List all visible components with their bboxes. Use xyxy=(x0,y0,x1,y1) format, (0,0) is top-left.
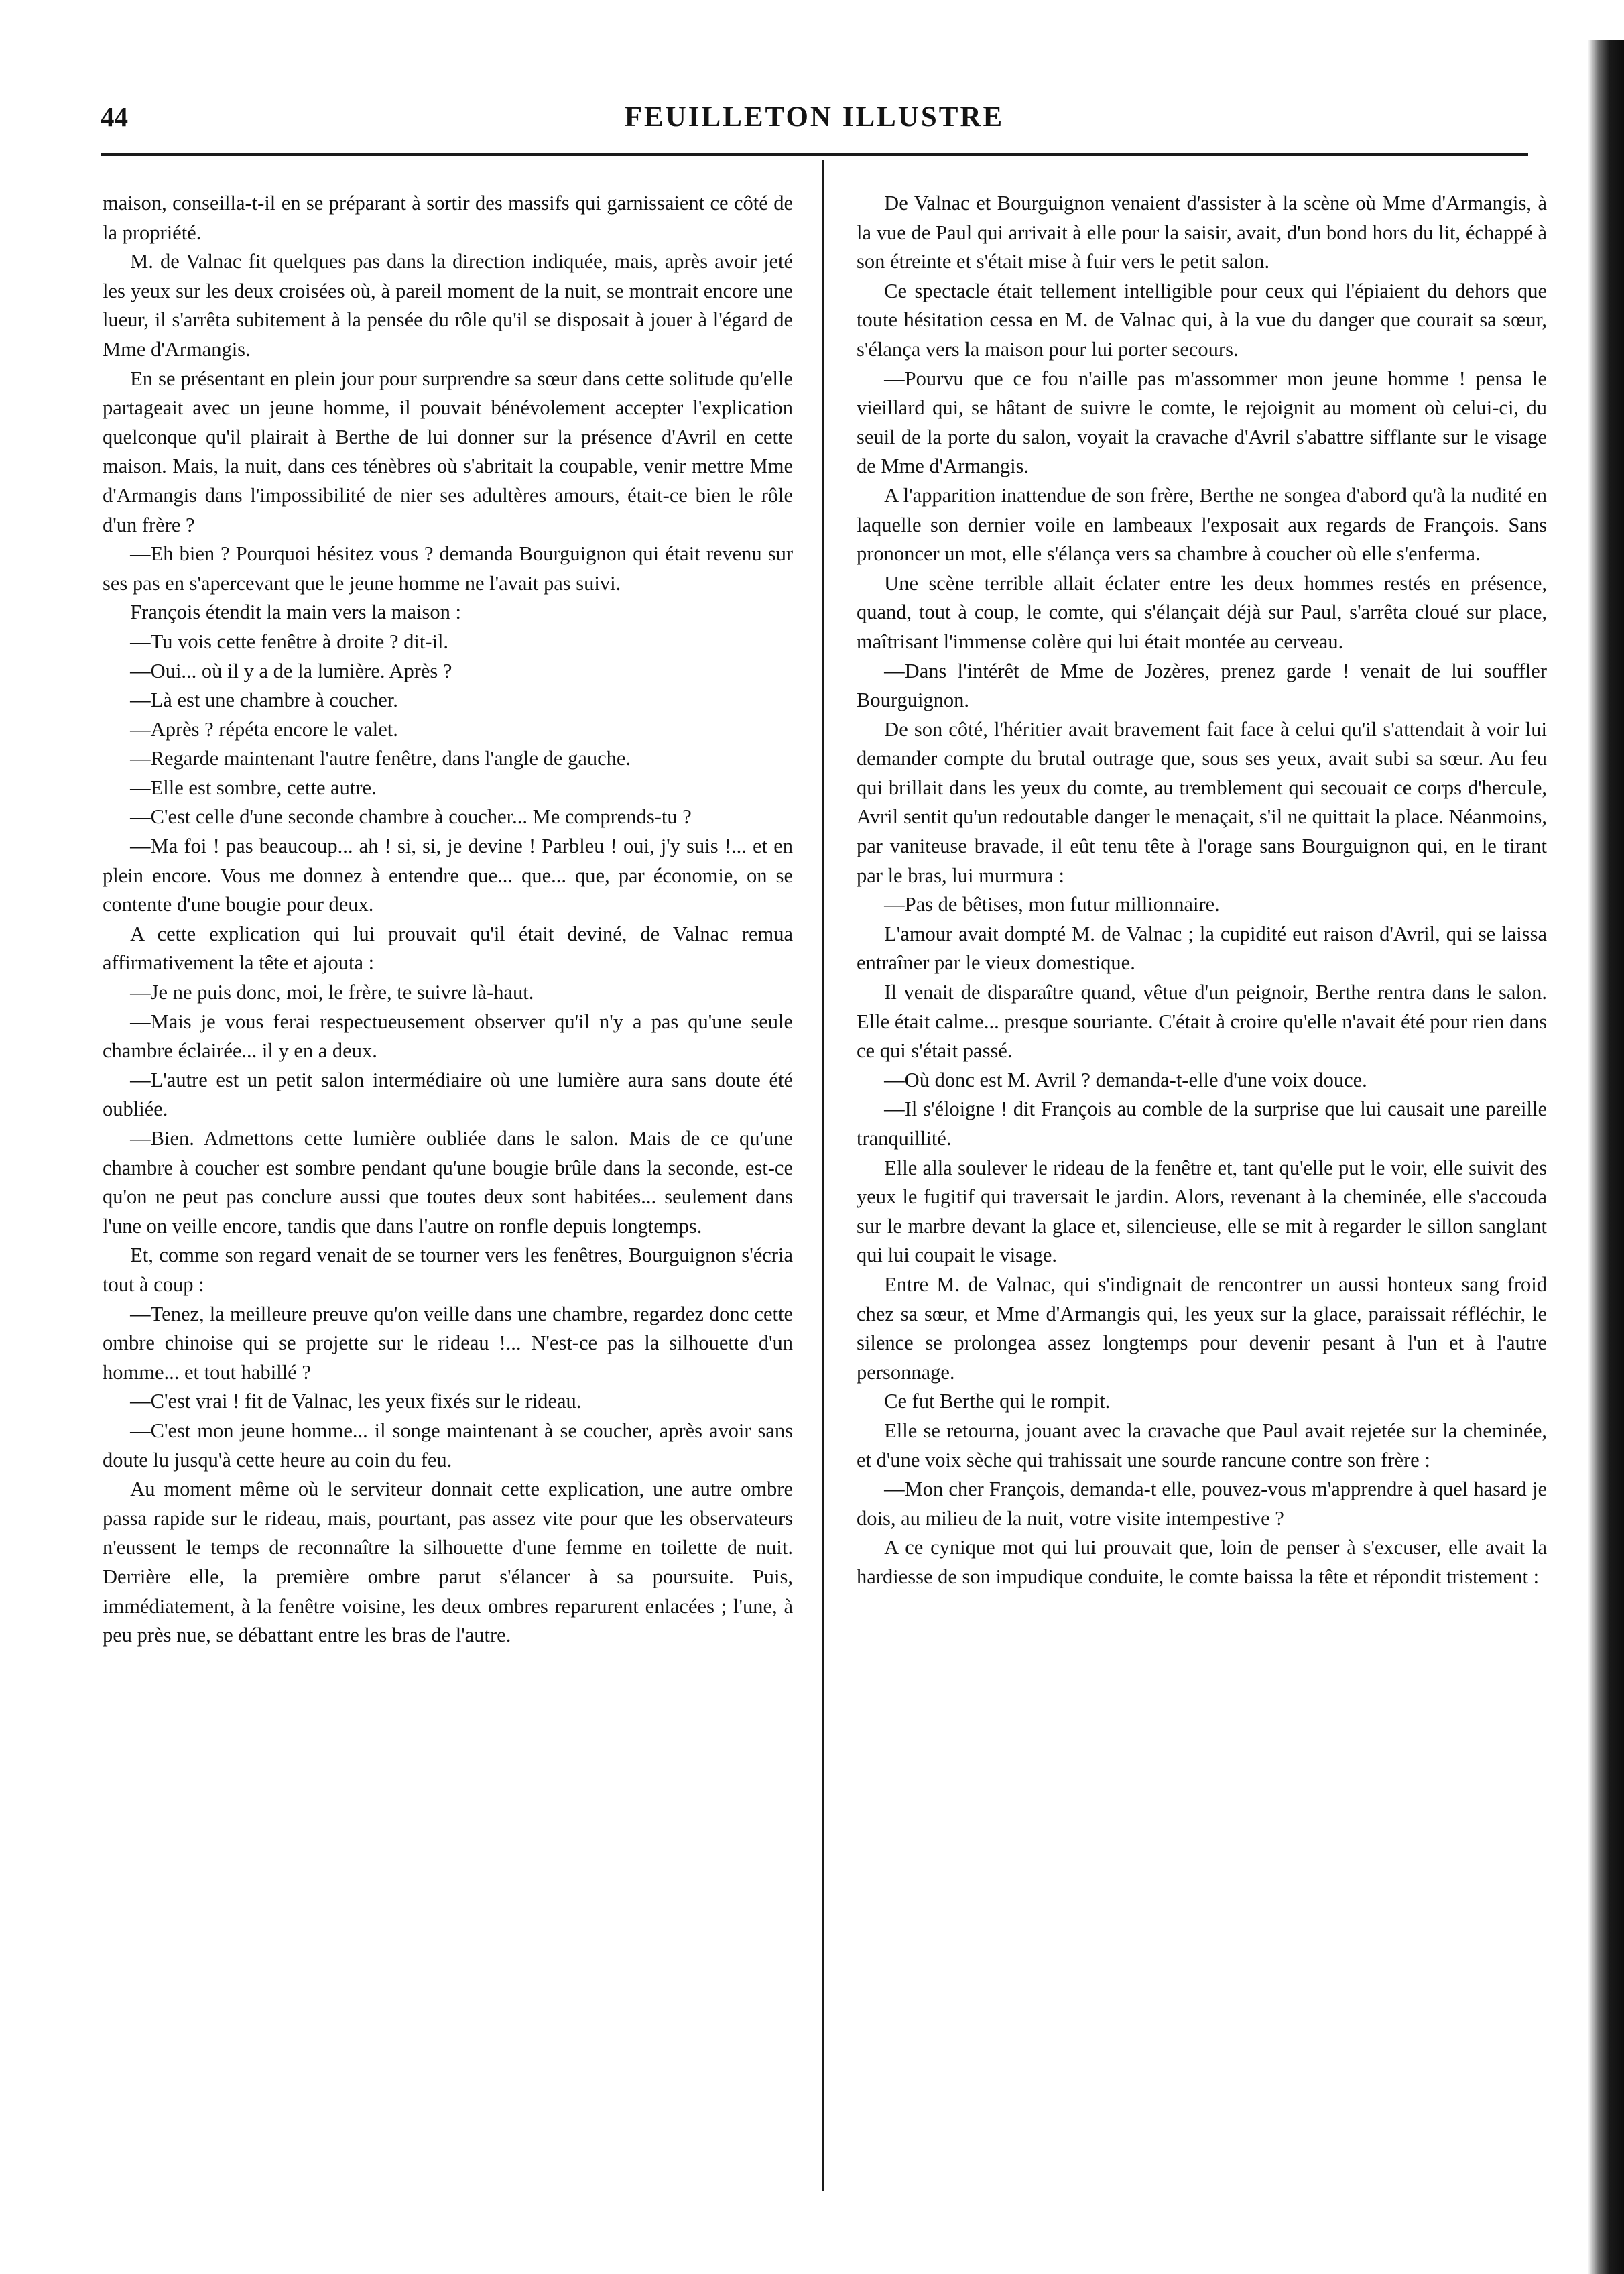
paragraph: —Mon cher François, demanda-t elle, pouvez-vous m'apprendre à quel hasard je dois, au milieu de la nuit, votre visite intempestive ? xyxy=(857,1478,1547,1530)
running-title: FEUILLETON ILLUSTRE xyxy=(624,101,1005,133)
paragraph: —Là est une chambre à coucher. xyxy=(130,689,398,712)
paragraph: —Tenez, la meilleure preuve qu'on veille dans une chambre, regardez donc cette ombre chinoise qui se projette sur le rideau !... N'est-ce pas la silhouette d'un homme... et tout habillé ? xyxy=(103,1302,793,1384)
paragraph: A l'apparition inattendue de son frère, Berthe ne songea d'abord qu'à la nudité en laquelle son dernier voile en lambeaux l'exposait aux regards de François. Sans prononcer un mot, elle s'élança vers sa chambre à coucher où elle s'enferma. xyxy=(857,483,1547,566)
paragraph: Ce fut Berthe qui le rompit. xyxy=(884,1390,1111,1413)
paragraph: —Oui... où il y a de la lumière. Après ? xyxy=(130,659,452,682)
paragraph: —Où donc est M. Avril ? demanda-t-elle d'une voix douce. xyxy=(884,1068,1367,1091)
paragraph: Au moment même où le serviteur donnait cette explication, une autre ombre passa rapide sur le rideau, mais, pourtant, pas assez vite pour que les observateurs n'eussent le temps de reconnaître la silhouette d'une femme en toilette de nuit. Derrière elle, la première ombre parut s'élancer à sa poursuite. Puis, immédiatement, à la fenêtre voisine, les deux ombres reparurent enlacées ; l'une, à peu près nue, se débattant entre les bras de l'autre. xyxy=(103,1478,793,1647)
paragraph: —Elle est sombre, cette autre. xyxy=(130,776,377,799)
paragraph: Une scène terrible allait éclater entre les deux hommes restés en présence, quand, tout à coup, le comte, qui s'élançait déjà sur Paul, s'arrêta cloué sur place, maîtrisant l'immense colère qui lui était montée au cerveau. xyxy=(857,571,1547,653)
header-rule xyxy=(101,153,1528,156)
paragraph: M. de Valnac fit quelques pas dans la direction indiquée, mais, après avoir jeté les yeux sur les deux croisées où, à pareil moment de la nuit, se montrait encore une lueur, il s'arrêta subitement à la pensée du rôle qu'il se disposait à jouer à l'égard de Mme d'Armangis. xyxy=(103,250,793,361)
paragraph: —Pas de bêtises, mon futur millionnaire. xyxy=(884,893,1220,916)
paragraph: A ce cynique mot qui lui prouvait que, loin de penser à s'excuser, elle avait la hardiesse de son impudique conduite, le comte baissa la tête et répondit tristement : xyxy=(857,1536,1547,1588)
paragraph: —L'autre est un petit salon intermédiaire où une lumière aura sans doute été oubliée. xyxy=(103,1068,793,1121)
paragraph: —Ma foi ! pas beaucoup... ah ! si, si, je devine ! Parbleu ! oui, j'y suis !... et en plein encore. Vous me donnez à entendre que... que... que, par économie, on se contente d'une bougie pour deux. xyxy=(103,835,793,916)
left-column xyxy=(103,189,793,1651)
paragraph: —Dans l'intérêt de Mme de Jozères, prenez garde ! venait de lui souffler Bourguignon. xyxy=(857,659,1547,712)
paragraph: —Il s'éloigne ! dit François au comble de la surprise que lui causait une pareille tranquillité. xyxy=(857,1097,1547,1150)
page-number: 44 xyxy=(101,101,128,132)
page-header xyxy=(101,101,1528,141)
paragraph: —Pourvu que ce fou n'aille pas m'assommer mon jeune homme ! pensa le vieillard qui, se hâtant de suivre le comte, le rejoignit au moment où celui-ci, du seuil de la porte du salon, voyait la cravache d'Avril s'abattre sifflante sur le visage de Mme d'Armangis. xyxy=(857,367,1547,478)
paragraph: Elle se retourna, jouant avec la cravache que Paul avait rejetée sur la cheminée, et d'une voix sèche qui trahissait une sourde rancune contre son frère : xyxy=(857,1419,1547,1472)
paragraph: De son côté, l'héritier avait bravement fait face à celui qu'il s'attendait à voir lui demander compte du brutal outrage que, sous ses yeux, avait subi sa sœur. Au feu qui brillait dans les yeux du comte, au tremblement qui secouait ce corps d'hercule, Avril sentit qu'un redoutable danger le menaçait, s'il ne quittait la place. Néanmoins, par vaniteuse bravade, il eût tenu tête à l'orage sans Bourguignon qui, en le tirant par le bras, lui murmura : xyxy=(857,717,1547,887)
right-column xyxy=(857,189,1547,1592)
paragraph: —Eh bien ? Pourquoi hésitez vous ? demanda Bourguignon qui était revenu sur ses pas en s'apercevant que le jeune homme ne l'avait pas suivi. xyxy=(103,542,793,595)
paragraph: L'amour avait dompté M. de Valnac ; la cupidité eut raison d'Avril, qui se laissa entraîner par le vieux domestique. xyxy=(857,922,1547,975)
paragraph: —C'est celle d'une seconde chambre à coucher... Me comprends-tu ? xyxy=(130,805,692,829)
paragraph: —Après ? répéta encore le valet. xyxy=(130,717,398,741)
paragraph: Et, comme son regard venait de se tourner vers les fenêtres, Bourguignon s'écria tout à coup : xyxy=(103,1244,793,1296)
paragraph: Il venait de disparaître quand, vêtue d'un peignoir, Berthe rentra dans le salon. Elle était calme... presque souriante. C'était à croire qu'elle n'avait été pour rien dans ce qui s'était passé. xyxy=(857,981,1547,1063)
paragraph: —C'est mon jeune homme... il songe maintenant à se coucher, après avoir sans doute lu jusqu'à cette heure au coin du feu. xyxy=(103,1419,793,1472)
paragraph: A cette explication qui lui prouvait qu'il était deviné, de Valnac remua affirmativement la tête et ajouta : xyxy=(103,922,793,975)
paragraph: —Je ne puis donc, moi, le frère, te suivre là-haut. xyxy=(130,981,534,1004)
paragraph: —Tu vois cette fenêtre à droite ? dit-il. xyxy=(130,630,449,653)
page-edge-shadow xyxy=(1588,40,1624,2274)
paragraph: En se présentant en plein jour pour surprendre sa sœur dans cette solitude qu'elle partageait avec un jeune homme, il pouvait bénévolement accepter l'explication quelconque qu'il plairait à Berthe de lui donner sur la présence d'Avril en cette maison. Mais, la nuit, dans ces ténèbres où s'abritait la coupable, venir mettre Mme d'Armangis dans l'impossibilité de nier ses adultères amours, était-ce bien le rôle d'un frère ? xyxy=(103,367,793,536)
paragraph: —Bien. Admettons cette lumière oubliée dans le salon. Mais de ce qu'une chambre à coucher est sombre pendant qu'une bougie brûle dans la seconde, est-ce qu'on ne peut pas conclure aussi que toutes deux sont habitées... seulement dans l'une on veille encore, tandis que dans l'autre on ronfle depuis longtemps. xyxy=(103,1127,793,1238)
paragraph: —C'est vrai ! fit de Valnac, les yeux fixés sur le rideau. xyxy=(130,1390,582,1413)
paragraph: Ce spectacle était tellement intelligible pour ceux qui l'épiaient du dehors que toute hésitation cessa en M. de Valnac qui, à la vue du danger que courait sa sœur, s'élança vers la maison pour lui porter secours. xyxy=(857,279,1547,361)
paragraph: De Valnac et Bourguignon venaient d'assister à la scène où Mme d'Armangis, à la vue de Paul qui arrivait à elle pour la saisir, avait, d'un bond hors du lit, échappé à son étreinte et s'était mise à fuir vers le petit salon. xyxy=(857,192,1547,274)
paragraph: —Regarde maintenant l'autre fenêtre, dans l'angle de gauche. xyxy=(130,747,631,770)
paragraph: Entre M. de Valnac, qui s'indignait de rencontrer un aussi honteux sang froid chez sa sœur, et Mme d'Armangis qui, les yeux sur la glace, paraissait réfléchir, le silence se prolongea assez longtemps pour devenir pesant à l'un et à l'autre personnage. xyxy=(857,1272,1547,1384)
paragraph: François étendit la main vers la maison : xyxy=(130,601,461,624)
paragraph: maison, conseilla-t-il en se préparant à sortir des massifs qui garnissaient ce côté de la propriété. xyxy=(103,192,793,244)
paragraph: Elle alla soulever le rideau de la fenêtre et, tant qu'elle put le voir, elle suivit des yeux le fugitif qui traversait le jardin. Alors, revenant à la cheminée, elle s'accouda sur le marbre devant la glace et, silencieuse, elle se mit à regarder le sillon sanglant qui lui coupait le visage. xyxy=(857,1156,1547,1267)
paragraph: —Mais je vous ferai respectueusement observer qu'il n'y a pas qu'une seule chambre éclairée... il y en a deux. xyxy=(103,1010,793,1063)
column-divider xyxy=(822,160,824,2191)
